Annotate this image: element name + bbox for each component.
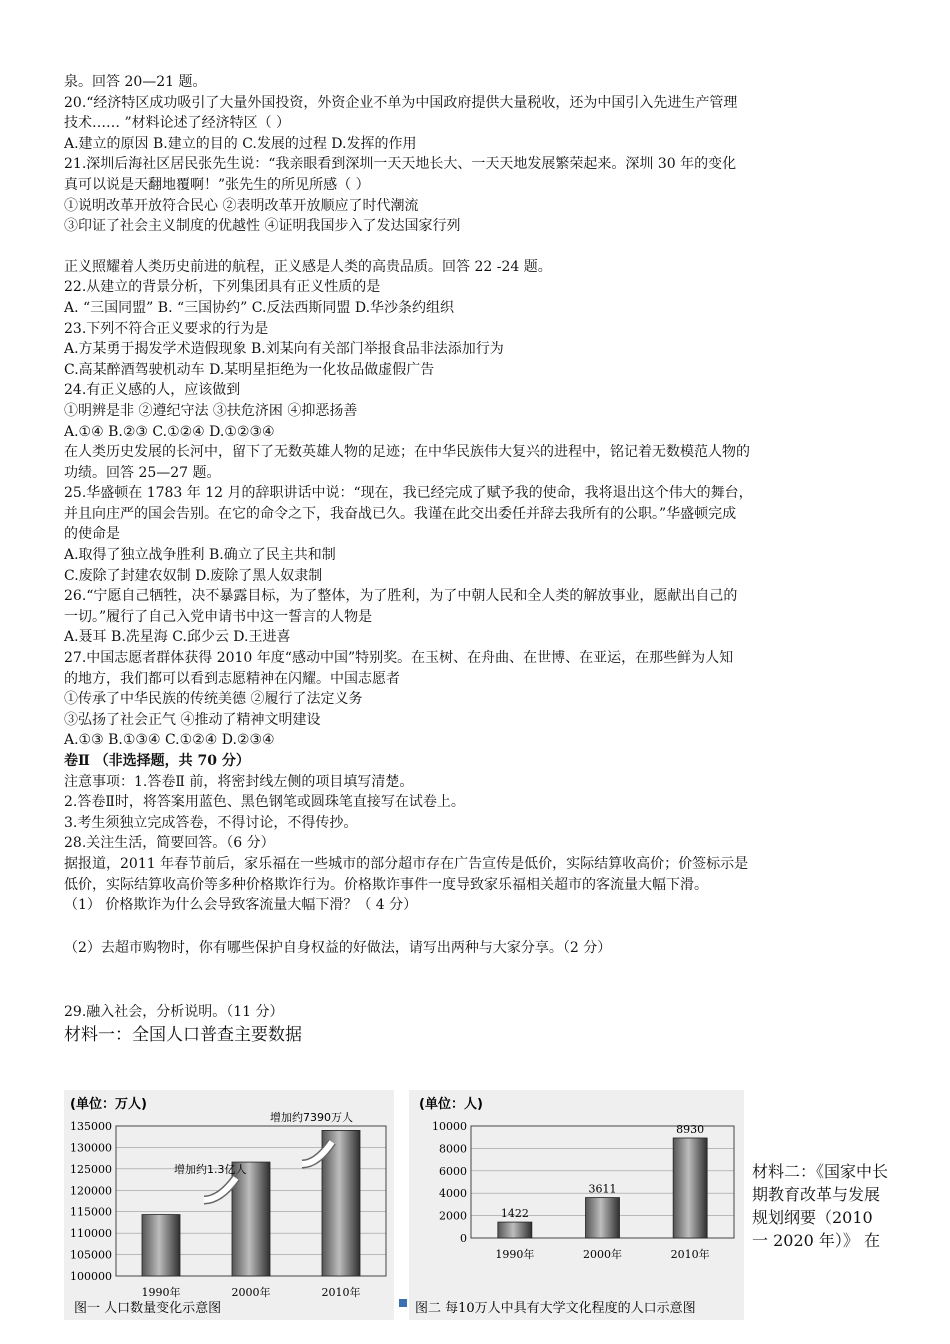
exam-page [64, 72, 894, 1047]
text-line: ①说明改革开放符合民心 ②表明改革开放顺应了时代潮流 [64, 197, 419, 214]
text-line: ③弘扬了社会正气 ④推动了精神文明建设 [64, 711, 321, 728]
text-line: A.取得了独立战争胜利 B.确立了民主共和制 [64, 547, 336, 564]
text-line: C.高某醉酒驾驶机动车 D.某明星拒绝为一化妆品做虚假广告 [64, 361, 435, 378]
text-line: 28.关注生活，简要回答。（6 分） [64, 835, 275, 852]
x-tick-label: 2000年 [583, 1248, 622, 1261]
bar [142, 1215, 180, 1276]
annotation-label: 增加约1.3亿人 [174, 1163, 247, 1176]
bar [232, 1162, 270, 1276]
bar [673, 1138, 707, 1238]
material1-title: 材料一：全国人口普查主要数据 [64, 1024, 302, 1045]
unit-label: (单位：万人) [70, 1097, 147, 1112]
y-tick-label: 2000 [439, 1209, 467, 1223]
text-line: 的使命是 [64, 526, 120, 543]
text-line: C.废除了封建农奴制 D.废除了黑人奴隶制 [64, 567, 323, 584]
population-chart-svg [64, 1090, 394, 1320]
text-line: 一切。”履行了自己入党申请书中这一誓言的人物是 [64, 608, 373, 625]
text-line: 22.从建立的背景分析，下列集团具有正义性质的是 [64, 279, 381, 296]
figure-caption: 图一 人口数量变化示意图 [74, 1301, 222, 1316]
text-line: 2.答卷Ⅱ时，将答案用蓝色、黑色钢笔或圆珠笔直接写在试卷上。 [64, 794, 465, 811]
census-figures [64, 1090, 744, 1320]
bar [498, 1222, 532, 1238]
material2-text: 材料二：《国家中长期教育改革与发展规划纲要（2010 一 2020 年）》 在 [752, 1162, 889, 1250]
x-tick-label: 2010年 [670, 1248, 710, 1261]
text-line: 泉。回答 20—21 题。 [64, 74, 207, 90]
x-tick-label: 2000年 [231, 1286, 271, 1299]
text-line: 27.中国志愿者群体获得 2010 年度“感动中国”特别奖。在玉树、在舟曲、在世博、在亚运，在那些鲜为人知 [64, 650, 734, 667]
y-tick-label: 120000 [70, 1184, 112, 1198]
text-line: 在人类历史发展的长河中，留下了无数英雄人物的足迹；在中华民族伟大复兴的进程中，铭记着无数模范人物的 [64, 444, 750, 461]
y-tick-label: 10000 [432, 1120, 467, 1133]
text-line: ①传承了中华民族的传统美德 ②履行了法定义务 [64, 691, 363, 708]
text-line: 真可以说是天翻地覆啊！”张先生的所见所感（ ） [64, 176, 370, 193]
text-line: 20.“经济特区成功吸引了大量外国投资，外资企业不单为中国政府提供大量税收，还为中国引入先进生产管理 [64, 94, 738, 111]
text-line: A.方某勇于揭发学术造假现象 B.刘某向有关部门举报食品非法添加行为 [64, 341, 504, 358]
y-tick-label: 135000 [70, 1120, 112, 1133]
q28-part2: （2）去超市购物时，你有哪些保护自身权益的好做法，请写出两种与大家分享。（2 分） [64, 939, 612, 956]
text-line [64, 237, 894, 257]
question-block-2 [64, 772, 894, 916]
text-line: A.①④ B.②③ C.①②④ D.①②③④ [64, 423, 275, 440]
y-tick-label: 105000 [70, 1248, 112, 1262]
text-line: A.聂耳 B.冼星海 C.邱少云 D.王进喜 [64, 629, 291, 646]
text-line: 技术…… ”材料论述了经济特区（ ） [64, 115, 291, 132]
text-line: 25.华盛顿在 1783 年 12 月的辞职讲话中说：“现在，我已经完成了赋予我的使命，我将退出这个伟大的舞台， [64, 485, 753, 502]
x-tick-label: 1990年 [141, 1286, 181, 1299]
y-tick-label: 130000 [70, 1141, 112, 1155]
bar [586, 1198, 620, 1238]
y-tick-label: 110000 [70, 1227, 112, 1241]
text-line: （1） 价格欺诈为什么会导致客流量大幅下滑？（ 4 分） [64, 897, 418, 914]
text-line: 功绩。回答 25—27 题。 [64, 464, 221, 481]
annotation-label: 增加约7390万人 [270, 1111, 353, 1124]
text-line: 24.有正义感的人，应该做到 [64, 382, 241, 399]
education-chart-svg [409, 1090, 744, 1320]
unit-label: (单位：人) [419, 1097, 483, 1112]
figure-caption: 图二 每10万人中具有大学文化程度的人口示意图 [415, 1301, 696, 1316]
population-chart [64, 1090, 394, 1320]
text-line: A.建立的原因 B.建立的目的 C.发展的过程 D.发挥的作用 [64, 135, 417, 152]
y-tick-label: 0 [460, 1232, 467, 1245]
page-marker [399, 1299, 407, 1307]
y-tick-label: 4000 [439, 1187, 467, 1201]
education-chart [409, 1090, 744, 1320]
text-line: 21.深圳后海社区居民张先生说：“我亲眼看到深圳一天天地长大、一天天地发展繁荣起来。深圳 30 年的变化 [64, 156, 737, 173]
y-tick-label: 115000 [70, 1205, 112, 1219]
text-line: 23.下列不符合正义要求的行为是 [64, 320, 269, 337]
y-tick-label: 125000 [70, 1162, 112, 1176]
text-line: A. “三国同盟” B. “三国协约” C.反法西斯同盟 D.华沙条约组织 [64, 299, 455, 316]
text-line: 低价，实际结算收高价等多种价格欺诈行为。价格欺诈事件一度导致家乐福相关超市的客流量大幅下滑。 [64, 876, 708, 893]
section2-title: 卷Ⅱ （非选择题，共 70 分） [64, 753, 250, 769]
text-line: 并且向庄严的国会告别。在它的命令之下，我奋战已久。我谨在此交出委任并辞去我所有的公职。”华盛顿完成 [64, 505, 737, 522]
text-line: 26.“宁愿自己牺牲，决不暴露目标，为了整体，为了胜利，为了中朝人民和全人类的解放事业，愿献出自己的 [64, 588, 738, 605]
text-line: 3.考生须独立完成答卷，不得讨论，不得传抄。 [64, 814, 358, 831]
bar-value-label: 1422 [500, 1207, 529, 1221]
x-tick-label: 1990年 [495, 1248, 535, 1261]
bar-value-label: 8930 [676, 1122, 705, 1136]
text-line: 据报道，2011 年春节前后，家乐福在一些城市的部分超市存在广告宣传是低价，实际结算收高价；价签标示是 [64, 855, 749, 872]
text-line: 的地方，我们都可以看到志愿精神在闪耀。中国志愿者 [64, 670, 400, 687]
y-tick-label: 6000 [439, 1164, 467, 1178]
text-line: ①明辨是非 ②遵纪守法 ③扶危济困 ④抑恶扬善 [64, 402, 358, 419]
y-tick-label: 8000 [439, 1142, 467, 1156]
x-tick-label: 2010年 [321, 1286, 361, 1299]
q29-title: 29.融入社会，分析说明。（11 分） [64, 1004, 284, 1021]
y-tick-label: 100000 [70, 1270, 112, 1283]
question-block-1 [64, 72, 894, 751]
text-line: 正义照耀着人类历史前进的航程，正义感是人类的高贵品质。回答 22 -24 题。 [64, 258, 552, 275]
text-line: 注意事项：1.答卷Ⅱ 前，将密封线左侧的项目填写清楚。 [64, 773, 414, 790]
text-line: A.①③ B.①③④ C.①②④ D.②③④ [64, 732, 275, 749]
bar-value-label: 3611 [588, 1182, 617, 1196]
text-line: ③印证了社会主义制度的优越性 ④证明我国步入了发达国家行列 [64, 218, 461, 235]
